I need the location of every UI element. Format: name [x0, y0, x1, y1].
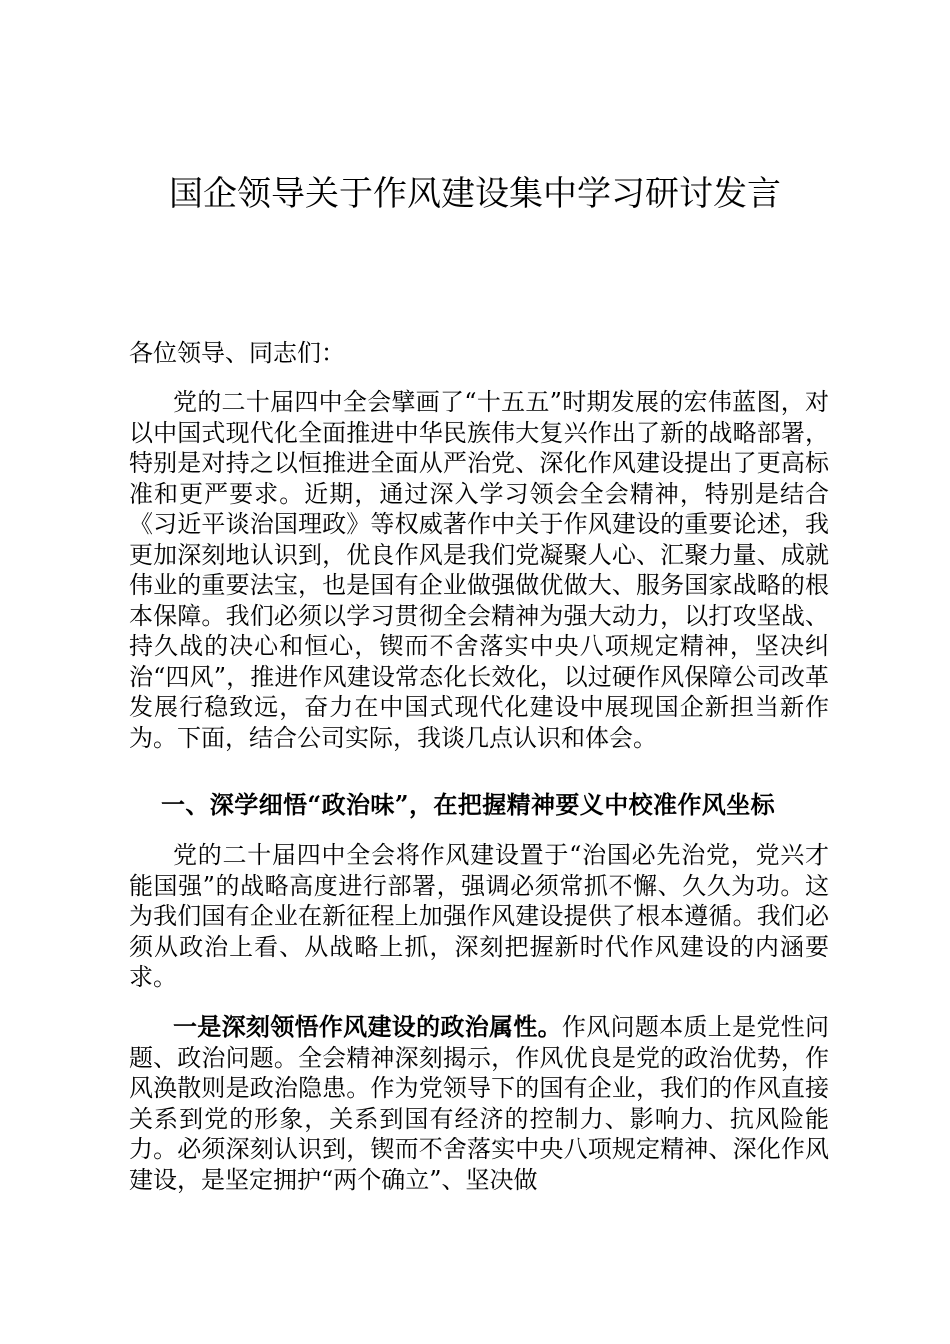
document-title: 国企领导关于作风建设集中学习研讨发言 — [169, 174, 781, 214]
salutation: 各位领导、同志们： — [129, 339, 345, 367]
paragraph-section-1: 党的二十届四中全会将作风建设置于“治国必先治党，党兴才能国强”的战略高度进行部署，强调必须常抓不懈、久久为功。这为我们国有企业在新征程上加强作风建设提供了根本遵循。我们必须从政治上看、从战略上抓，深刻把握新时代作风建设的内涵要求。 — [129, 841, 829, 991]
section-heading-1: 一、深学细悟“政治味”，在把握精神要义中校准作风坐标 — [161, 790, 776, 819]
paragraph-intro: 党的二十届四中全会擘画了“十五五”时期发展的宏伟蓝图，对以中国式现代化全面推进中华民族伟大复兴作出了新的战略部署，特别是对持之以恒推进全面从严治党、深化作风建设提出了更高标准和更严要求。近期，通过深入学习领会全会精神，特别是结合《习近平谈治国理政》等权威著作中关于作风建设的重要论述，我更加深刻地认识到，优良作风是我们党凝聚人心、汇聚力量、成就伟业的重要法宝，也是国有企业做强做优做大、服务国家战略的根本保障。我们必须以学习贯彻全会精神为强大动力，以打攻坚战、持久战的决心和恒心，锲而不舍落实中央八项规定精神，坚决纠治“四风”，推进作风建设常态化长效化，以过硬作风保障公司改革发展行稳致远，奋力在中国式现代化建设中展现国企新担当新作为。下面，结合公司实际，我谈几点认识和体会。 — [129, 388, 829, 752]
point-1-lead: 一是深刻领悟作风建设的政治属性。 — [173, 1012, 562, 1041]
point-1-body: 作风问题本质上是党性问题、政治问题。全会精神深刻揭示，作风优良是党的政治优势，作风涣散则是政治隐患。作为党领导下的国有企业，我们的作风直接关系到党的形象，关系到国有经济的控制力、影响力、抗风险能力。必须深刻认识到，锲而不舍落实中央八项规定精神、深化作风建设，是坚定拥护“两个确立”、坚决做 — [129, 1013, 829, 1194]
paragraph-point-1 — [129, 1012, 829, 1195]
